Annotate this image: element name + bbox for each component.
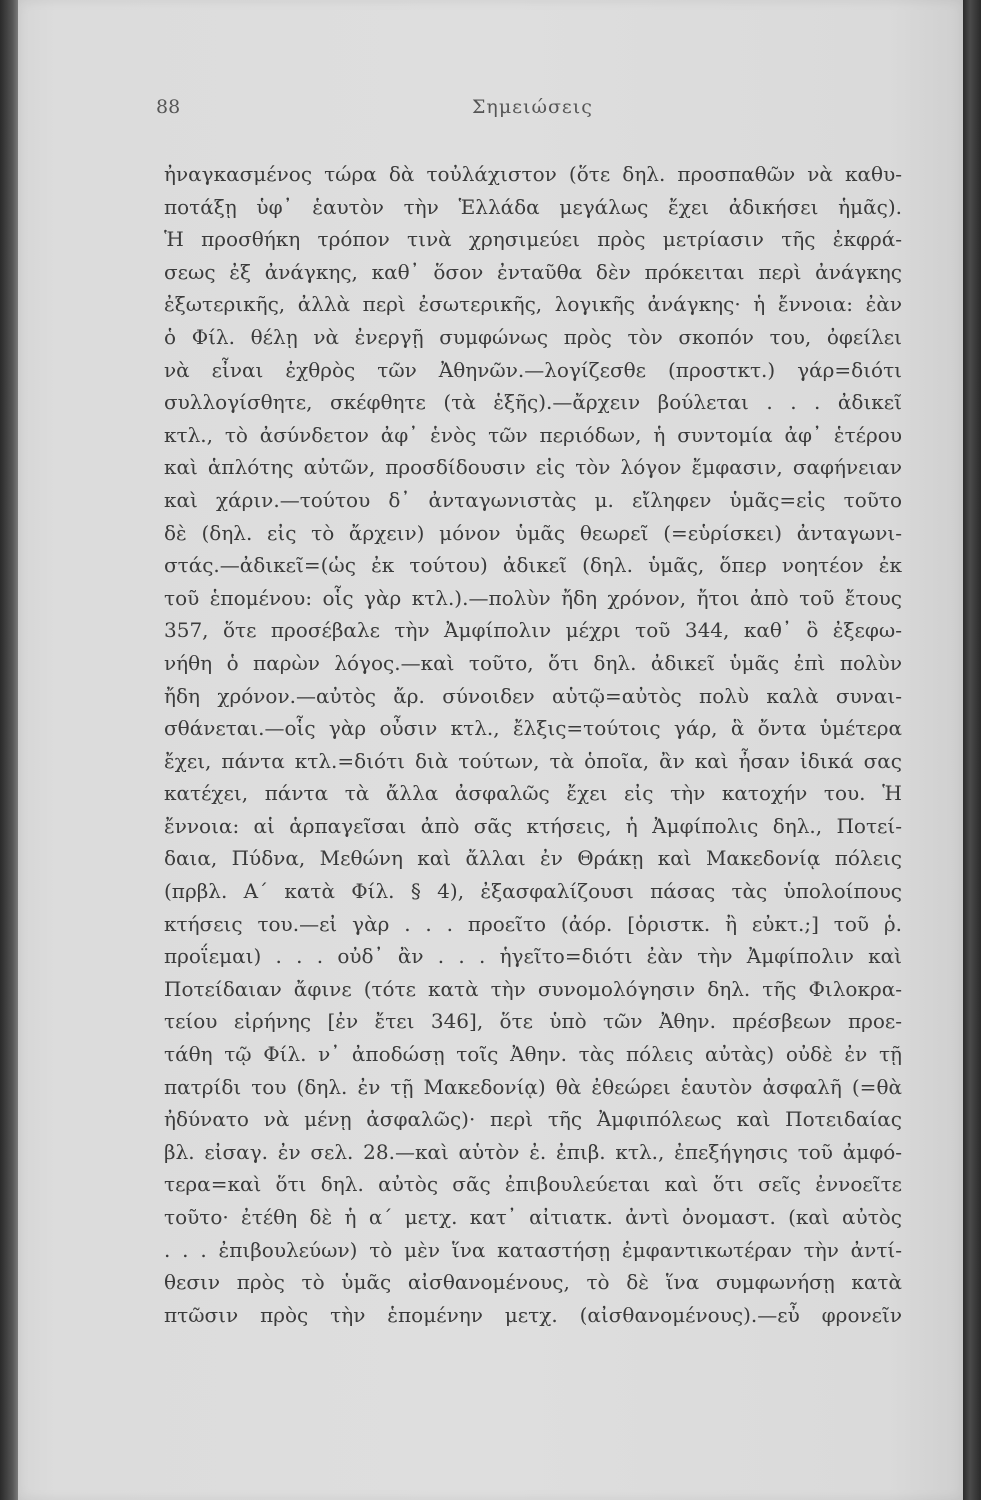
text-line: σθάνεται.—οἷς γὰρ οὖσιν κτλ., ἔλξις=τούτοις γάρ, ἃ ὄντα ὑμέτερα xyxy=(164,716,902,741)
text-line: ἠδύνατο νὰ μένῃ ἀσφαλῶς)· περὶ τῆς Ἀμφιπόλεως καὶ Ποτειδαίας xyxy=(164,1107,902,1132)
text-line: ἔχει, πάντα κτλ.=διότι διὰ τούτων, τὰ ὁποῖα, ἂν καὶ ἦσαν ἰδικά σας xyxy=(164,748,902,773)
scan-left-margin xyxy=(0,0,18,1500)
text-line: νὰ εἶναι ἐχθρὸς τῶν Ἀθηνῶν.—λογίζεσθε (προστκτ.) γάρ=διότι xyxy=(164,357,902,382)
page-number: 88 xyxy=(156,96,181,118)
text-line: τοῦτο· ἐτέθη δὲ ἡ α΄ μετχ. κατ᾽ αἰτιατκ. ἀντὶ ὀνομαστ. (καὶ αὐτὸς xyxy=(164,1205,902,1229)
text-line: τοῦ ἑπομένου: οἷς γὰρ κτλ.).—πολὺν ἤδη χρόνον, ἤτοι ἀπὸ τοῦ ἔτους xyxy=(164,585,902,610)
scan-right-margin xyxy=(963,0,981,1500)
text-line: δαια, Πύδνα, Μεθώνη καὶ ἄλλαι ἐν Θράκῃ καὶ Μακεδονίᾳ πόλεις xyxy=(164,846,902,871)
text-line: συλλογίσθητε, σκέφθητε (τὰ ἑξῆς).—ἄρχειν βούλεται . . . ἀδικεῖ xyxy=(164,390,902,415)
text-line: τείου εἰρήνης [ἐν ἔτει 346], ὅτε ὑπὸ τῶν Ἀθην. πρέσβεων προε- xyxy=(164,1009,902,1034)
text-line: σεως ἐξ ἀνάγκης, καθ᾽ ὅσον ἐνταῦθα δὲν πρόκειται περὶ ἀνάγκης xyxy=(164,259,902,284)
text-line: δὲ (δηλ. εἰς τὸ ἄρχειν) μόνον ὑμᾶς θεωρεῖ (=εὑρίσκει) ἀνταγωνι- xyxy=(164,520,902,545)
text-line: (πρβλ. Α΄ κατὰ Φίλ. § 4), ἐξασφαλίζουσι πάσας τὰς ὑπολοίπους xyxy=(164,879,902,904)
page-header xyxy=(156,96,896,126)
text-line: καὶ χάριν.—τούτου δ᾽ ἀνταγωνιστὰς μ. εἴληφεν ὑμᾶς=εἰς τοῦτο xyxy=(164,487,902,512)
text-line: προΐεμαι) . . . οὐδ᾽ ἂν . . . ἡγεῖτο=διότι ἐὰν τὴν Ἀμφίπολιν καὶ xyxy=(164,944,902,969)
text-line: νήθη ὁ παρὼν λόγος.—καὶ τοῦτο, ὅτι δηλ. ἀδικεῖ ὑμᾶς ἐπὶ πολὺν xyxy=(164,650,902,675)
text-line: τάθη τῷ Φίλ. ν᾽ ἀποδώσῃ τοῖς Ἀθην. τὰς πόλεις αὐτὰς) οὐδὲ ἐν τῇ xyxy=(164,1042,902,1067)
text-line: ὁ Φίλ. θέλῃ νὰ ἐνεργῇ συμφώνως πρὸς τὸν σκοπόν του, ὀφείλει xyxy=(164,324,902,349)
text-line: ποτάξῃ ὑφ᾽ ἑαυτὸν τὴν Ἑλλάδα μεγάλως ἔχει ἀδικήσει ἡμᾶς). xyxy=(164,194,902,219)
running-title: Σημειώσεις xyxy=(472,96,593,118)
text-line: θεσιν πρὸς τὸ ὑμᾶς αἰσθανομένους, τὸ δὲ ἵνα συμφωνήσῃ κατὰ xyxy=(164,1270,902,1295)
text-line: ἠναγκασμένος τώρα δὰ τοὐλάχιστον (ὅτε δηλ. προσπαθῶν νὰ καθυ- xyxy=(164,162,902,186)
text-line: πατρίδι του (δηλ. ἐν τῇ Μακεδονίᾳ) θὰ ἐθεώρει ἑαυτὸν ἀσφαλῆ (=θὰ xyxy=(164,1074,902,1099)
text-line: ἔννοια: αἱ ἁρπαγεῖσαι ἀπὸ σᾶς κτήσεις, ἡ Ἀμφίπολις δηλ., Ποτεί- xyxy=(164,813,902,838)
text-line: 357, ὅτε προσέβαλε τὴν Ἀμφίπολιν μέχρι τοῦ 344, καθ᾽ ὃ ἐξεφω- xyxy=(164,618,902,643)
text-line: στάς.—ἀδικεῖ=(ὡς ἐκ τούτου) ἀδικεῖ (δηλ. ὑμᾶς, ὅπερ νοητέον ἐκ xyxy=(164,553,902,578)
text-line: ἤδη χρόνον.—αὐτὸς ἄρ. σύνοιδεν αὑτῷ=αὐτὸς πολὺ καλὰ συναι- xyxy=(164,683,902,708)
text-line: . . . ἐπιβουλεύων) τὸ μὲν ἵνα καταστήσῃ ἐμφαντικωτέραν τὴν ἀντί- xyxy=(164,1237,902,1262)
text-line: Ἡ προσθήκη τρόπον τινὰ χρησιμεύει πρὸς μετρίασιν τῆς ἐκφρά- xyxy=(164,227,902,252)
book-page xyxy=(18,0,963,1500)
text-line: τερα=καὶ ὅτι δηλ. αὐτὸς σᾶς ἐπιβουλεύεται καὶ ὅτι σεῖς ἐννοεῖτε xyxy=(164,1172,902,1197)
text-line: ἐξωτερικῆς, ἀλλὰ περὶ ἐσωτερικῆς, λογικῆς ἀνάγκης· ἡ ἔννοια: ἐὰν xyxy=(164,292,902,317)
text-line: κτήσεις του.—εἰ γὰρ . . . προεῖτο (ἀόρ. [ὁριστκ. ἢ εὐκτ.;] τοῦ ῥ. xyxy=(164,911,902,936)
text-line: κτλ., τὸ ἀσύνδετον ἀφ᾽ ἑνὸς τῶν περιόδων, ἡ συντομία ἀφ᾽ ἑτέρου xyxy=(164,422,902,447)
body-text xyxy=(164,158,902,1331)
text-line: βλ. εἰσαγ. ἐν σελ. 28.—καὶ αὑτὸν ἐ. ἐπιβ. κτλ., ἐπεξήγησις τοῦ ἀμφό- xyxy=(164,1139,902,1164)
text-line: Ποτείδαιαν ἄφινε (τότε κατὰ τὴν συνομολόγησιν δηλ. τῆς Φιλοκρα- xyxy=(164,976,902,1001)
text-line: κατέχει, πάντα τὰ ἄλλα ἀσφαλῶς ἔχει εἰς τὴν κατοχήν του. Ἡ xyxy=(164,781,902,806)
text-line: καὶ ἁπλότης αὐτῶν, προσδίδουσιν εἰς τὸν λόγον ἔμφασιν, σαφήνειαν xyxy=(164,455,902,480)
text-line: πτῶσιν πρὸς τὴν ἑπομένην μετχ. (αἰσθανομένους).—εὖ φρονεῖν xyxy=(164,1302,902,1327)
